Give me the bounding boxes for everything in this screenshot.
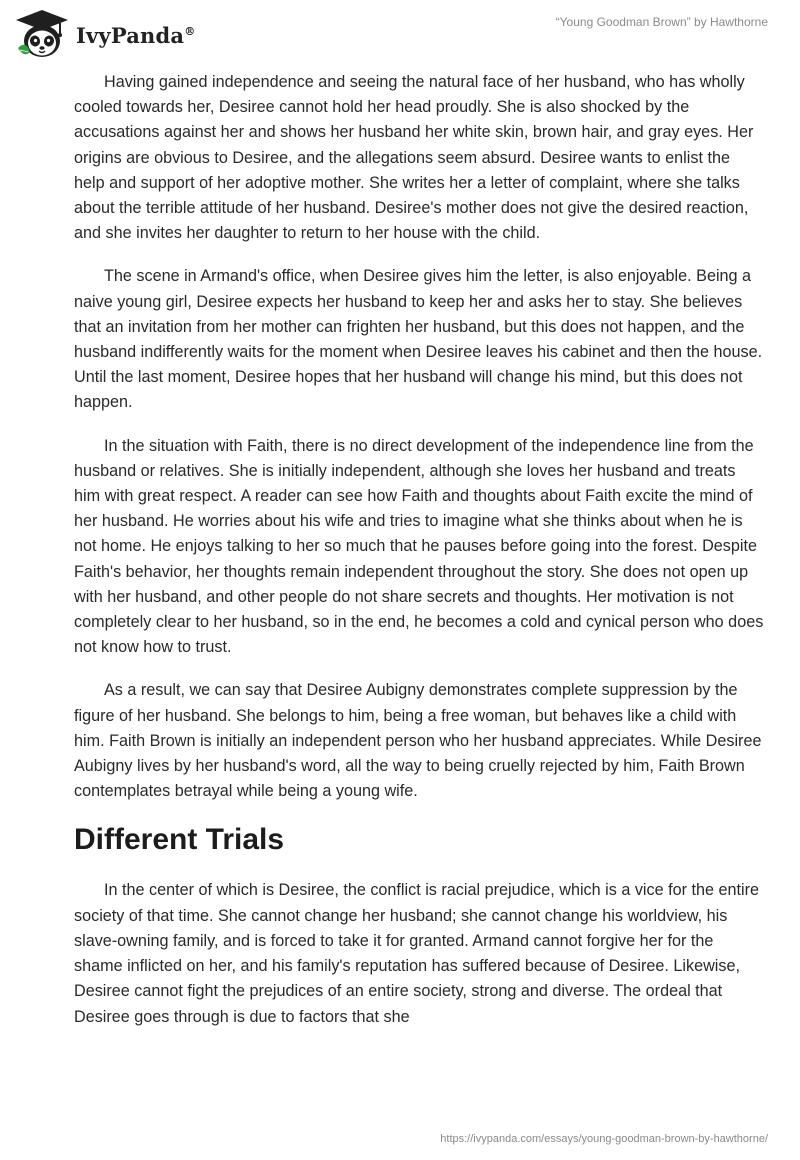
- body-paragraph: Having gained independence and seeing the natural face of her husband, who has wholly cooled towards her, Desiree cannot hold her head proudly. She is also shocked by the accusations against her and shows her husband her white skin, brown hair, and gray eyes. Her origins are obvious to Desiree, and the allegations seem absurd. Desiree wants to enlist the help and support of her adoptive mother. She writes her a letter of complaint, where she talks about the terrible attitude of her husband. Desiree's mother does not give the desired reaction, and she invites her daughter to return to her house with the child.: [74, 73, 754, 243]
- body-paragraph: In the situation with Faith, there is no direct development of the independence line from the husband or relatives. She is initially independent, although she loves her husband and treats him with great respect. A reader can see how Faith and thoughts about Faith excite the mind of her husband. He worries about his wife and tries to imagine what she thinks about when he is not home. He enjoys talking to her so much that he pauses before going into the forest. Despite Faith's behavior, her thoughts remain independent throughout the story. She does not open up with her husband, and other people do not share secrets and thoughts. Her motivation is not completely clear to her husband, so in the end, he becomes a cold and cynical person who does not know how to trust.: [74, 436, 764, 657]
- registered-mark: ®: [184, 24, 196, 38]
- brand-text: IvyPanda: [76, 22, 185, 48]
- section-heading: Different Trials: [74, 823, 285, 857]
- essay-body: [74, 70, 764, 1048]
- panda-graduation-cap-icon: [14, 8, 70, 62]
- body-paragraph: In the center of which is Desiree, the conflict is racial prejudice, which is a vice for the entire society of that time. She cannot change her husband; she cannot change his worldview, his slave-owning family, and is forced to take it for granted. Armand cannot forgive her for the shame inflicted on her, and his family's reputation has suffered because of Desiree. Likewise, Desiree cannot fight the prejudices of an entire society, strong and diverse. The ordeal that Desiree goes through is due to factors that she: [74, 881, 759, 1026]
- source-url[interactable]: https://ivypanda.com/essays/young-goodman-brown-by-hawthorne/: [440, 1133, 768, 1145]
- document-title: “Young Goodman Brown” by Hawthorne: [555, 15, 768, 29]
- body-paragraph: As a result, we can say that Desiree Aubigny demonstrates complete suppression by the figure of her husband. She belongs to him, being a free woman, but behaves like a child with him. Faith Brown is initially an independent person who her husband appreciates. While Desiree Aubigny lives by her husband's word, all the way to being cruelly rejected by him, Faith Brown contemplates betrayal while being a young wife.: [74, 681, 762, 801]
- ivypanda-logo[interactable]: [14, 8, 195, 62]
- page-header: [0, 0, 800, 70]
- brand-name: [76, 23, 195, 48]
- body-paragraph: The scene in Armand's office, when Desiree gives him the letter, is also enjoyable. Being a naive young girl, Desiree expects her husband to keep her and asks her to stay. She believes that an invitation from her mother can frighten her husband, but this does not happen, and the husband indifferently waits for the moment when Desiree leaves his cabinet and then the house. Until the last moment, Desiree hopes that her husband will change his mind, but this does not happen.: [74, 267, 763, 412]
